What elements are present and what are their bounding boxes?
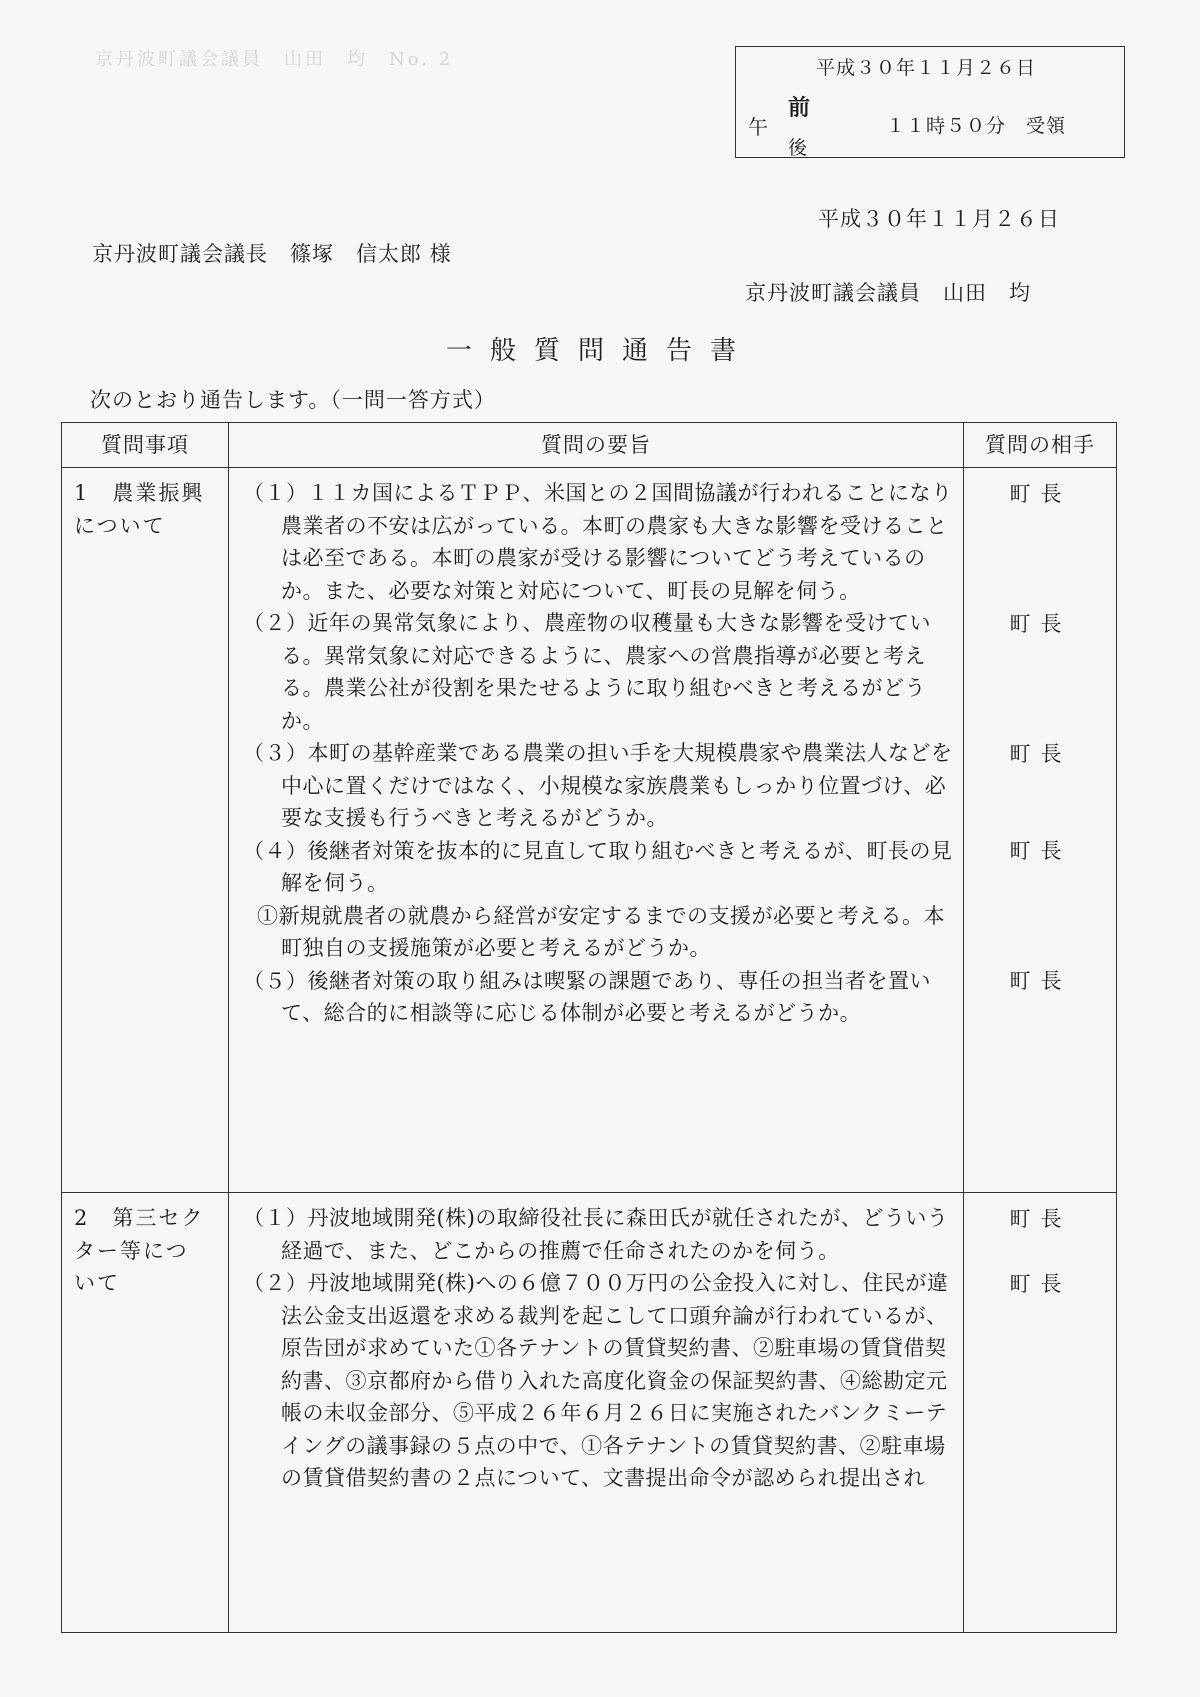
stamp-time: １１時５０分 受領 [886,115,1067,137]
table-header-row [62,423,1117,468]
table-row [62,1193,1117,1633]
sender: 京丹波町議会議員 山田 均 [745,281,1031,305]
question-target-cell [964,1193,1117,1633]
bleed-through-text: 京丹波町議会議員 山田 均 No. 2 [95,49,454,70]
notice-date: 平成３０年１１月２６日 [818,207,1060,231]
question-table [61,422,1117,1633]
question-target: 町長 [1009,611,1072,636]
stamp-date: 平成３０年１１月２６日 [816,57,1037,79]
stamp-am-mark: 前 [788,95,811,121]
question-target: 町長 [1009,741,1072,766]
subject-line: について [74,513,166,538]
question-target: 町長 [1009,1271,1072,1296]
stamp-pm-mark: 後 [788,137,808,159]
question-target-cell [964,468,1117,1193]
stamp-afternoon-prefix: 午 [748,115,768,139]
question-item: （３）本町の基幹産業である農業の担い手を大規模農家や農業法人などを中心に置くだけではなく、小規模な家族農業もしっかり位置づけ、必要な支援も行うべきと考えるがどうか。 [243,741,953,830]
question-item: （１）１１カ国によるＴＰＰ、米国との２国間協議が行われることになり農業者の不安は広がっている。本町の農家も大きな影響を受けることは必至である。本町の農家が受ける影響についてどう考えているのか。また、必要な対策と対応について、町長の見解を伺う。 [243,481,953,603]
question-subitem: ①新規就農者の就農から経営が安定するまでの支援が必要と考える。本町独自の支援施策が必要と考えるがどうか。 [257,903,945,960]
table-row [62,468,1117,1193]
header-subject: 質問事項 [62,423,229,468]
question-subject [62,1193,229,1633]
question-target: 町長 [1009,481,1072,506]
question-item: （１）丹波地域開発(株)の取締役社長に森田氏が就任されたが、どういう経過で、また、どこからの推薦で任命されたのかを伺う。 [243,1206,949,1263]
question-item: （５）後継者対策の取り組みは喫緊の課題であり、専任の担当者を置いて、総合的に相談等に応じる体制が必要と考えるがどうか。 [243,968,931,1025]
document-title: 一般質問通告書 [445,336,754,366]
question-target: 町長 [1009,969,1072,993]
question-gist [229,1193,964,1633]
subject-line: いて [74,1271,120,1295]
question-item: （２）丹波地域開発(株)への６億７００万円の公金投入に対し、住民が違法公金支出返還を求める裁判を起こして口頭弁論が行われているが、原告団が求めていた①各テナントの賃貸契約書、②駐車場の賃貸借契約書、③京都府から借り入れた高度化資金の保証契約書、④総勘定元帳の未収金部分、⑤平成２６年６月２６日に実施されたバンクミーテイングの議事録の５点の中で、①各テナントの賃貸契約書、②駐車場の賃貸借契約書の２点について、文書提出命令が認められ提出され [243,1271,949,1490]
subject-line: 1 農業振興 [74,481,205,505]
header-target: 質問の相手 [964,423,1117,468]
receipt-stamp [735,46,1125,158]
subject-line: ター等につ [74,1238,189,1263]
question-subject [62,468,229,1193]
question-target: 町長 [1009,1206,1072,1231]
header-gist: 質問の要旨 [229,423,964,468]
question-target: 町長 [1009,839,1072,863]
addressee: 京丹波町議会議長 篠塚 信太郎 様 [92,242,452,266]
question-item: （４）後継者対策を抜本的に見直して取り組むべきと考えるが、町長の見解を伺う。 [243,838,953,895]
question-item: （２）近年の異常気象により、農産物の収穫量も大きな影響を受けている。異常気象に対応できるように、農家への営農指導が必要と考える。農業公社が役割を果たせるように取り組むべきと考えるがどうか。 [243,611,931,733]
intro-text: 次のとおり通告します。（一問一答方式） [90,388,496,412]
question-gist [229,468,964,1193]
subject-line: 2 第三セク [74,1206,205,1230]
